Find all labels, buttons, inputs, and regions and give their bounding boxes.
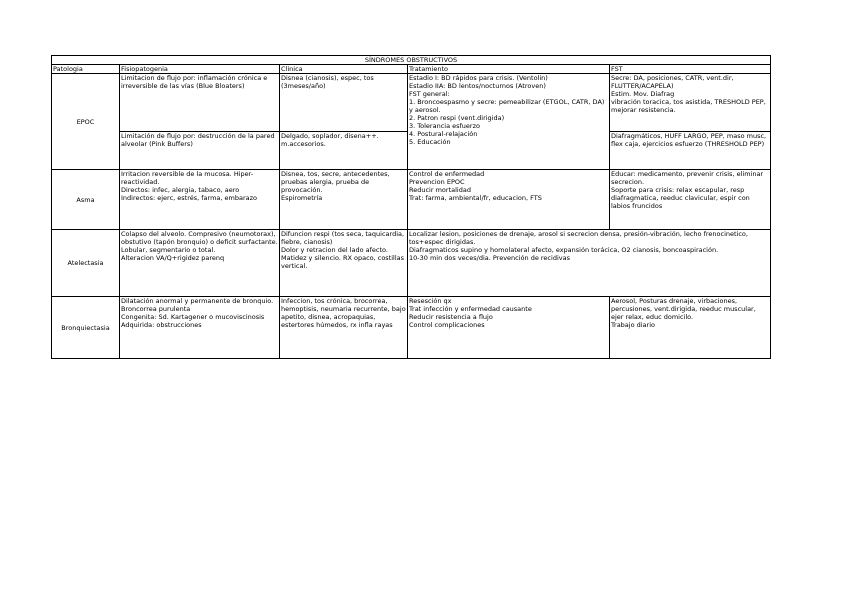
text-line: Indirectos: ejerc, estrés, farma, embarazo (121, 194, 258, 202)
text-line: Irritacion reversible de la mucosa. Hiper-reactividad. (121, 170, 254, 186)
epoc-pink-fst: Diafragmáticos, HUFF LARGO, PEP, maso musc, flex caja, ejercicios esfuerzo (THRESHOLD PEP) (610, 132, 771, 170)
bronquiectasia-fisio (120, 297, 280, 359)
text-line: Alteracion VA/Q+rigidez parenq (121, 254, 225, 262)
header-cell: FST (610, 65, 771, 74)
title-row (52, 56, 771, 65)
text-line: 3. Tolerancia esfuerzo (409, 122, 480, 130)
text-line: Resesción qx (409, 297, 452, 305)
asma-fst (610, 170, 771, 230)
bronquiectasia-clinica: Infeccion, tos crónica, brocorrea, hemoptisis, neumaria recurrente, bajo apetito, disnea, acropaquias, estertores húmedos, rx infla rayas (280, 297, 408, 359)
epoc-blue-fst (610, 74, 771, 132)
table-title: SÍNDROMES OBSTRUCTIVOS (52, 56, 771, 65)
bronquiectasia-fst (610, 297, 771, 359)
pathology-asma: Asma (52, 170, 120, 230)
table-row-bronquiectasia (52, 297, 771, 359)
text-line: Espirometría (281, 194, 323, 202)
asma-clinica (280, 170, 408, 230)
text-line: Educar: medicamento, prevenir crisis, eliminar secrecion. (611, 170, 766, 186)
epoc-blue-fisio: Limitacion de flujo por: inflamación crónica e irreversible de las vías (Blue Bloaters) (120, 74, 280, 132)
syndromes-table (51, 55, 771, 359)
header-cell: Clinica (280, 65, 408, 74)
header-cell: Tratamiento (408, 65, 610, 74)
bronquiectasia-tratamiento (408, 297, 610, 359)
text-line: 4. Postural-relajación (409, 130, 478, 138)
atelectasia-clinica (280, 230, 408, 297)
text-line: 5. Educación (409, 138, 451, 146)
epoc-pink-fisio: Limitación de flujo por: destrucción de la pared alveolar (Pink Buffers) (120, 132, 280, 170)
text-line: 1. Broncoespasmo y secre: pemeabilizar (ETGOL, CATR, DA) y aerosol. (409, 98, 607, 114)
pathology-bronquiectasia: Bronquiectasia (52, 297, 120, 359)
text-line: Estim. Mov. Diafrag (611, 90, 675, 98)
text-line: Reducir mortalidad (409, 186, 471, 194)
text-line: Localizar lesion, posiciones de drenaje, arosol si secrecion densa, presión-vibración, lecho frenocinetico, tos+espec dirigidas. (409, 230, 751, 246)
text-line: Dilatación anormal y permanente de bronquio. Broncorrea purulenta (121, 297, 276, 313)
text-line: vibración toracica, tos asistida, TRESHOLD PEP, mejorar resistencia. (611, 98, 768, 114)
text-line: Congenita: Sd. Kartagener o mucoviscinosis (121, 313, 265, 321)
atelectasia-fisio (120, 230, 280, 297)
text-line: 10-30 min dos veces/dia. Prevención de recidivas (409, 254, 570, 262)
epoc-pink-clinica: Delgado, soplador, disena++. m.accesorios. (280, 132, 408, 170)
text-line: Colapso del alveolo. Compresivo (neumotorax), obstutivo (tapón bronquio) o deficit surfactante. (121, 230, 278, 246)
text-line: Matidez y silencio. RX opaco, costillas vertical. (281, 254, 407, 270)
text-line: Estadio I: BD rápidos para crisis. (Ventolin) (409, 74, 548, 82)
header-cell: Patologia (52, 65, 120, 74)
header-cell: Fisiopatogenia (120, 65, 280, 74)
text-line: Disnea, tos, secre, antecedentes, pruebas alergia, prueba de provocación. (281, 170, 392, 194)
text-line: Aerosol, Posturas drenaje, virbaciones, percusiones, vent.dirigida, reeduc muscular, ejer relax, educ domicilo. (611, 297, 758, 321)
text-line: Lobular, segmentario o total. (121, 246, 216, 254)
table-row-epoc-blue (52, 74, 771, 132)
epoc-tratamiento (408, 74, 610, 170)
pathology-epoc: EPOC (52, 74, 120, 170)
table-row-asma (52, 170, 771, 230)
atelectasia-tratamiento-fst (408, 230, 771, 297)
text-line: Estadio IIA: BD lentos/nocturnos (Atroven) (409, 82, 546, 90)
epoc-blue-clinica: Disnea (cianosis), espec, tos (3meses/año) (280, 74, 408, 132)
text-line: Trat infección y enfermedad causante (409, 305, 532, 313)
text-line: FST general: (409, 90, 450, 98)
text-line: Prevencion EPOC (409, 178, 465, 186)
text-line: 2. Patron respi (vent.dirigida) (409, 114, 505, 122)
table-row-atelectasia (52, 230, 771, 297)
header-row (52, 65, 771, 74)
pathology-atelectasia: Atelectasia (52, 230, 120, 297)
text-line: Diafragmaticos supino y homolateral afecto, expansión torácica, O2 cianosis, boncoaspiración. (409, 246, 719, 254)
text-line: Control de enfermedad (409, 170, 485, 178)
asma-tratamiento (408, 170, 610, 230)
text-line: Adquirida: obstrucciones (121, 321, 202, 329)
text-line: Control complicaciones (409, 321, 485, 329)
text-line: Dolor y retracion del lado afecto. (281, 246, 388, 254)
text-line: Trat: farma, ambiental/fr, educacion, FTS (409, 194, 542, 202)
text-line: Secre: DA, posiciones, CATR, vent.dir, FLUTTER/ACAPELA) (611, 74, 736, 90)
text-line: Reducir resistencia a flujo (409, 313, 493, 321)
text-line: Trabajo diario (611, 321, 655, 329)
text-line: Difuncion respi (tos seca, taquicardia, fiebre, cianosis) (281, 230, 407, 246)
text-line: Soporte para crisis: relax escapular, resp diafragmatica, reeduc clavicular, espir con labios fruncidos (611, 186, 752, 210)
text-line: Directos: infec, alergia, tabaco, aero (121, 186, 240, 194)
asma-fisio (120, 170, 280, 230)
